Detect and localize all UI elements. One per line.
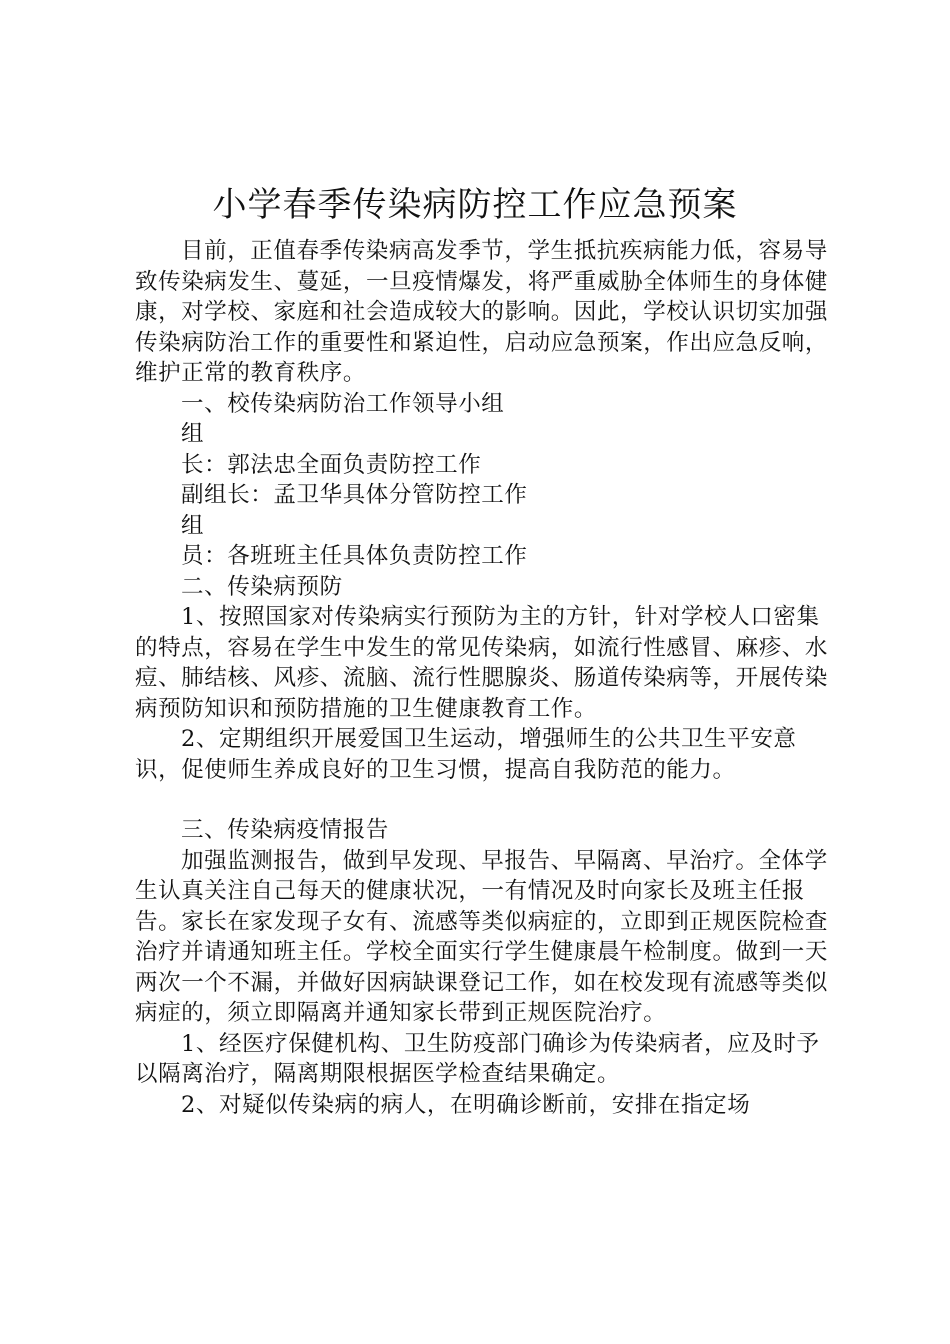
member-text: 员：各班班主任具体负责防控工作: [181, 543, 528, 569]
intro-paragraph: 目前，正值春季传染病高发季节，学生抵抗疾病能力低，容易导致传染病发生、蔓延，一旦疫情爆发，将严重威胁全体师生的身体健康，对学校、家庭和社会造成较大的影响。因此，学校认识切实加强传染病防治工作的重要性和紧迫性，启动应急预案，作出应急反响，维护正常的教育秩序。: [135, 238, 829, 386]
section-1-heading: 一、校传染病防治工作领导小组: [181, 390, 505, 417]
prevention-item-1: 1、按照国家对传染病实行预防为主的方针，针对学校人口密集的特点，容易在学生中发生的常见传染病，如流行性感冒、麻疹、水痘、肺结核、风疹、流脑、流行性腮腺炎、肠道传染病等，开展传染病预防知识和预防措施的卫生健康教育工作。: [135, 604, 829, 722]
report-item-2: 2、对疑似传染病的病人，在明确诊断前，安排在指定场: [181, 1091, 751, 1118]
leader-label: 组: [181, 421, 205, 447]
document-body: [135, 236, 835, 1120]
prevention-item-2: 2、定期组织开展爱国卫生运动，增强师生的公共卫生平安意识，促使师生养成良好的卫生习惯，提高自我防范的能力。: [135, 726, 797, 783]
document-title: 小学春季传染病防控工作应急预案: [212, 185, 738, 225]
member-label: 组: [181, 512, 205, 539]
deputy-leader-text: 副组长：孟卫华具体分管防控工作: [181, 482, 528, 508]
paragraph-spacer: [135, 785, 835, 815]
section-3-heading: 三、传染病疫情报告: [181, 817, 389, 843]
leader-text: 长：郭法忠全面负责防控工作: [181, 451, 482, 478]
report-item-1: 1、经医疗保健机构、卫生防疫部门确诊为传染病者，应及时予以隔离治疗，隔离期限根据医学检查结果确定。: [135, 1030, 820, 1087]
section-2-heading: 二、传染病预防: [181, 573, 343, 600]
report-paragraph: 加强监测报告，做到早发现、早报告、早隔离、早治疗。全体学生认真关注自己每天的健康状况，一有情况及时向家长及班主任报告。家长在家发现子女有、流感等类似病症的，立即到正规医院检查治疗并请通知班主任。学校全面实行学生健康晨午检制度。做到一天两次一个不漏，并做好因病缺课登记工作，如在校发现有流感等类似病症的，须立即隔离并通知家长带到正规医院治疗。: [135, 847, 829, 1026]
